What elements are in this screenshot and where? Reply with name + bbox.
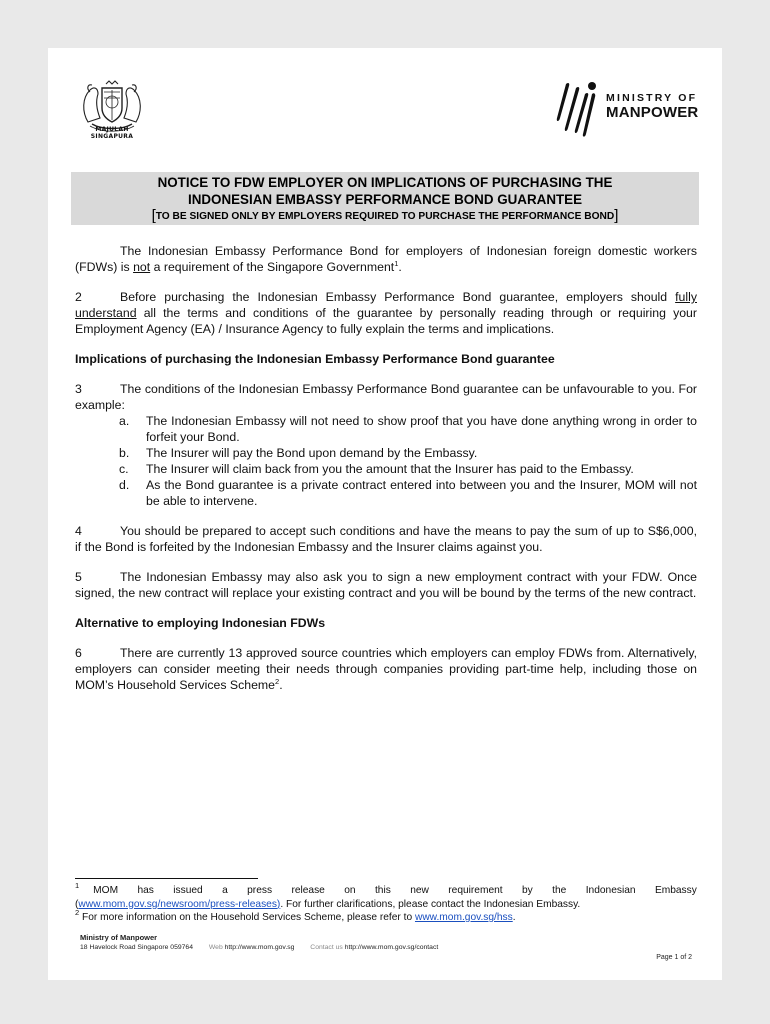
p1-text-b: a requirement of the Singapore Government bbox=[150, 260, 395, 274]
section-heading-implications: Implications of purchasing the Indonesian Embassy Performance Bond guarantee bbox=[75, 352, 555, 366]
p5-text: The Indonesian Embassy may also ask you to sign a new employment contract with your FDW. Once signed, the new contract will replace your existing contract and you will be bound by the terms of the new contract. bbox=[75, 570, 697, 600]
list-marker: b. bbox=[119, 446, 130, 460]
list-marker: a. bbox=[119, 414, 130, 428]
footnote-ref-2[interactable]: 2 bbox=[275, 677, 280, 686]
fn1-word: release bbox=[291, 885, 325, 896]
fn1-word: Embassy bbox=[654, 885, 697, 896]
footnotes bbox=[75, 881, 697, 925]
footer-contact-row bbox=[80, 944, 692, 951]
footnote-1-line bbox=[75, 881, 697, 898]
document-page bbox=[48, 48, 722, 980]
p2-text-a: Before purchasing the Indonesian Embassy Performance Bond guarantee, employers should bbox=[120, 290, 676, 304]
fn1-word: by bbox=[522, 885, 533, 896]
fn2-text: For more information on the Household Services Scheme, please refer to bbox=[79, 912, 415, 923]
fn1-word: requirement bbox=[448, 885, 503, 896]
fn1-word: press bbox=[247, 885, 273, 896]
ministry-logo-line2: MANPOWER bbox=[606, 104, 699, 121]
page-footer bbox=[80, 933, 692, 973]
paragraph-6 bbox=[75, 645, 697, 693]
title-line-2: INDONESIAN EMBASSY PERFORMANCE BOND GUARANTEE bbox=[187, 192, 583, 207]
section-heading-alternative: Alternative to employing Indonesian FDWs bbox=[75, 616, 326, 630]
p6-text-a: There are currently 13 approved source countries which employers can employ FDWs from. Alternatively, employers can consider meeting their needs through companies providing part-time help, including those on MOM’s Household Services Scheme bbox=[75, 646, 697, 692]
p6-text-b: . bbox=[279, 678, 283, 692]
singapore-crest-logo bbox=[76, 78, 148, 140]
p2-text-b: all the terms and conditions of the guarantee by personally reading through or requiring your Employment Agency (EA) / Insurance Agency to fully explain the terms and implications. bbox=[75, 306, 697, 336]
footer-contact-label: Contact us bbox=[310, 944, 343, 951]
crest-motto: MAJULAH SINGAPURA bbox=[90, 126, 134, 140]
mom-swoosh-icon bbox=[548, 78, 604, 142]
list-text: As the Bond guarantee is a private contract entered into between you and the Insurer, MOM will not be able to intervene. bbox=[146, 478, 697, 508]
fn1-word: has bbox=[137, 885, 154, 896]
fn1-rest: . For further clarifications, please contact the Indonesian Embassy. bbox=[280, 898, 581, 910]
title-subtitle bbox=[71, 208, 699, 225]
list-marker: c. bbox=[119, 462, 129, 476]
p1-text-a: The Indonesian Embassy Performance Bond for employers of Indonesian foreign domestic workers (FDWs) is bbox=[75, 244, 697, 274]
p1-underlined: not bbox=[133, 260, 151, 274]
notice-title-box bbox=[71, 172, 699, 225]
paragraph-5 bbox=[75, 569, 697, 601]
press-releases-link[interactable]: www.mom.gov.sg/newsroom/press-releases) bbox=[78, 898, 281, 910]
paragraph-4 bbox=[75, 523, 697, 555]
fn1-word: a bbox=[222, 885, 228, 896]
bracket-open: [ bbox=[151, 207, 156, 224]
p3-text: The conditions of the Indonesian Embassy Performance Bond guarantee can be unfavourable to you. For example: bbox=[75, 382, 697, 412]
list-text: The Insurer will pay the Bond upon demand by the Embassy. bbox=[146, 446, 478, 460]
footnote-ref-1[interactable]: 1 bbox=[394, 259, 399, 268]
paragraph-1 bbox=[75, 243, 697, 275]
bracket-close: ] bbox=[614, 207, 619, 224]
fn1-word: issued bbox=[173, 885, 203, 896]
list-item bbox=[119, 413, 697, 445]
paragraph-2 bbox=[75, 289, 697, 337]
ministry-of-manpower-logo bbox=[548, 78, 708, 142]
footer-contact-link[interactable]: http://www.mom.gov.sg/contact bbox=[344, 944, 439, 951]
p1-text-c: . bbox=[398, 260, 402, 274]
list-marker: d. bbox=[119, 478, 130, 492]
notice-body bbox=[75, 243, 697, 693]
p2-underlined: fully understand bbox=[75, 290, 697, 320]
p4-text: You should be prepared to accept such conditions and have the means to pay the sum of up to S$6,000, if the Bond is forfeited by the Indonesian Embassy and the Insurer claims against you. bbox=[75, 524, 697, 554]
list-text: The Insurer will claim back from you the amount that the Insurer has paid to the Embassy. bbox=[146, 462, 634, 476]
fn1-word: the bbox=[552, 885, 567, 896]
footnote-1-number: 1 bbox=[75, 881, 80, 890]
conditions-list bbox=[119, 413, 697, 509]
page-number: Page 1 of 2 bbox=[656, 954, 692, 961]
footnote-2-number: 2 bbox=[75, 908, 80, 917]
list-item bbox=[119, 445, 697, 461]
p3-number: 3 bbox=[75, 382, 82, 396]
list-text: The Indonesian Embassy will not need to show proof that you have done anything wrong in order to forfeit your Bond. bbox=[146, 414, 697, 444]
footer-web-link[interactable]: http://www.mom.gov.sg bbox=[224, 944, 295, 951]
footer-org-name: Ministry of Manpower bbox=[80, 933, 158, 942]
fn1-word: on bbox=[344, 885, 356, 896]
fn2-end: . bbox=[512, 912, 516, 923]
title-line-1: NOTICE TO FDW EMPLOYER ON IMPLICATIONS OF PURCHASING THE bbox=[157, 175, 613, 190]
ministry-logo-line1: MINISTRY OF bbox=[606, 92, 698, 104]
paragraph-3 bbox=[75, 381, 697, 413]
p5-number: 5 bbox=[75, 570, 82, 584]
hss-link[interactable]: www.mom.gov.sg/hss bbox=[414, 912, 513, 923]
footer-web-label: Web bbox=[208, 944, 223, 951]
footnote-divider bbox=[75, 878, 258, 879]
subtitle-text: TO BE SIGNED ONLY BY EMPLOYERS REQUIRED TO PURCHASE THE PERFORMANCE BOND bbox=[155, 211, 615, 222]
list-item bbox=[119, 477, 697, 509]
footer-address: 18 Havelock Road Singapore 059764 bbox=[80, 944, 193, 951]
p6-number: 6 bbox=[75, 646, 82, 660]
fn1-word: new bbox=[410, 885, 429, 896]
fn1-word: this bbox=[374, 885, 391, 896]
p4-number: 4 bbox=[75, 524, 82, 538]
fn1-word: Indonesian bbox=[585, 885, 636, 896]
list-item bbox=[119, 461, 697, 477]
fn1-paren: ( bbox=[75, 898, 79, 910]
footnote-2 bbox=[75, 908, 697, 925]
fn1-word: MOM bbox=[93, 885, 119, 896]
footnote-1-continued bbox=[75, 898, 697, 912]
p2-number: 2 bbox=[75, 290, 82, 304]
